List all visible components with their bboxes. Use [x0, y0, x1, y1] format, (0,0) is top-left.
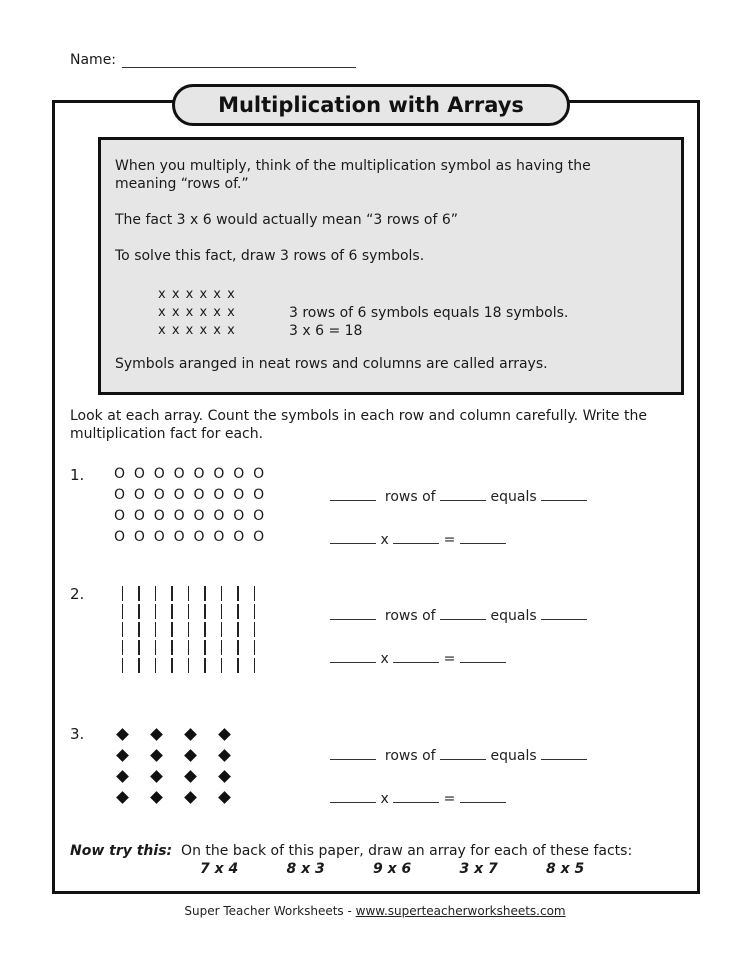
example-equation: 3 x 6 = 18: [289, 323, 363, 339]
answer-blank[interactable]: [541, 606, 587, 620]
diamond-icon: [148, 767, 182, 788]
info-para-4: Symbols aranged in neat rows and columns are called arrays.: [115, 356, 548, 372]
try-this-facts: [200, 861, 633, 877]
equals-sign: =: [443, 532, 456, 548]
problem-2-equation: [330, 649, 506, 667]
bar-row: [114, 656, 263, 674]
fact-item: 7 x 4: [200, 861, 239, 877]
times-sign: x: [380, 791, 389, 807]
equals-label: equals: [490, 489, 537, 505]
diamond-row: [114, 746, 250, 767]
try-this-line: [70, 843, 632, 859]
problem-3-equation: [330, 789, 506, 807]
problem-1-circle-array: [114, 464, 266, 548]
equals-sign: =: [443, 791, 456, 807]
answer-blank[interactable]: [330, 649, 376, 663]
info-para-1-line-1: When you multiply, think of the multiplication symbol as having the: [115, 158, 591, 174]
footer-text: Super Teacher Worksheets -: [184, 904, 356, 918]
circle-row: O O O O O O O O: [114, 466, 267, 482]
answer-blank[interactable]: [440, 746, 486, 760]
equals-sign: =: [443, 651, 456, 667]
diamond-icon: [114, 788, 148, 809]
diamond-icon: [114, 725, 148, 746]
equals-label: equals: [490, 748, 537, 764]
problem-1-rows-of-sentence: [330, 487, 587, 505]
footer: [0, 904, 750, 918]
answer-blank[interactable]: [330, 487, 376, 501]
problem-3-diamond-array: [114, 725, 250, 809]
name-label: Name:: [70, 52, 117, 68]
example-x-row: x x x x x x: [158, 323, 236, 338]
problem-2-rows-of-sentence: [330, 606, 587, 624]
diamond-icon: [148, 725, 182, 746]
answer-blank[interactable]: [330, 530, 376, 544]
answer-blank[interactable]: [393, 530, 439, 544]
circle-row: O O O O O O O O: [114, 508, 267, 524]
example-x-row: x x x x x x: [158, 287, 236, 302]
answer-blank[interactable]: [440, 487, 486, 501]
answer-blank[interactable]: [541, 746, 587, 760]
worksheet-title: Multiplication with Arrays: [172, 84, 570, 126]
problem-1-equation: [330, 530, 506, 548]
answer-blank[interactable]: [460, 789, 506, 803]
bar-row: [114, 602, 263, 620]
times-sign: x: [380, 532, 389, 548]
fact-item: 3 x 7: [459, 861, 498, 877]
answer-blank[interactable]: [440, 606, 486, 620]
rows-of-label: rows of: [384, 748, 436, 764]
fact-item: 8 x 3: [286, 861, 325, 877]
fact-item: 9 x 6: [373, 861, 412, 877]
example-x-array: [158, 286, 236, 340]
diamond-icon: [182, 746, 216, 767]
name-input-line[interactable]: [122, 53, 356, 68]
info-box: [98, 137, 684, 395]
try-this-label: Now try this:: [70, 843, 173, 859]
diamond-icon: [182, 725, 216, 746]
diamond-icon: [216, 746, 250, 767]
diamond-icon: [216, 788, 250, 809]
info-para-3: To solve this fact, draw 3 rows of 6 symbols.: [115, 248, 425, 264]
diamond-icon: [182, 788, 216, 809]
diamond-row: [114, 767, 250, 788]
example-text-1: 3 rows of 6 symbols equals 18 symbols.: [289, 305, 569, 321]
info-para-1: [115, 157, 655, 193]
bar-row: [114, 620, 263, 638]
diamond-icon: [114, 746, 148, 767]
times-sign: x: [380, 651, 389, 667]
circle-row: O O O O O O O O: [114, 529, 267, 545]
rows-of-label: rows of: [384, 608, 436, 624]
answer-blank[interactable]: [393, 789, 439, 803]
problem-2-number: 2.: [70, 585, 85, 603]
problem-3-number: 3.: [70, 725, 85, 743]
problem-2-bar-array: [114, 584, 263, 674]
problem-3-rows-of-sentence: [330, 746, 587, 764]
problem-1-number: 1.: [70, 466, 85, 484]
answer-blank[interactable]: [460, 649, 506, 663]
answer-blank[interactable]: [330, 606, 376, 620]
circle-row: O O O O O O O O: [114, 487, 267, 503]
example-x-row: x x x x x x: [158, 305, 236, 320]
info-para-2: The fact 3 x 6 would actually mean “3 rows of 6”: [115, 212, 459, 228]
bar-row: [114, 638, 263, 656]
info-para-1-line-2: meaning “rows of.”: [115, 176, 249, 192]
name-field-row: [70, 52, 356, 68]
fact-item: 8 x 5: [546, 861, 585, 877]
instructions: Look at each array. Count the symbols in each row and column carefully. Write the multiplication fact for each.: [70, 408, 647, 442]
diamond-row: [114, 725, 250, 746]
diamond-row: [114, 788, 250, 809]
diamond-icon: [216, 725, 250, 746]
diamond-icon: [182, 767, 216, 788]
diamond-icon: [148, 746, 182, 767]
diamond-icon: [114, 767, 148, 788]
rows-of-label: rows of: [384, 489, 436, 505]
diamond-icon: [216, 767, 250, 788]
answer-blank[interactable]: [541, 487, 587, 501]
footer-link[interactable]: www.superteacherworksheets.com: [355, 904, 566, 918]
equals-label: equals: [490, 608, 537, 624]
example-explanation: [289, 304, 568, 340]
try-this-text: On the back of this paper, draw an array for each of these facts:: [181, 843, 633, 859]
answer-blank[interactable]: [330, 789, 376, 803]
answer-blank[interactable]: [460, 530, 506, 544]
answer-blank[interactable]: [393, 649, 439, 663]
answer-blank[interactable]: [330, 746, 376, 760]
diamond-icon: [148, 788, 182, 809]
bar-row: [114, 584, 263, 602]
